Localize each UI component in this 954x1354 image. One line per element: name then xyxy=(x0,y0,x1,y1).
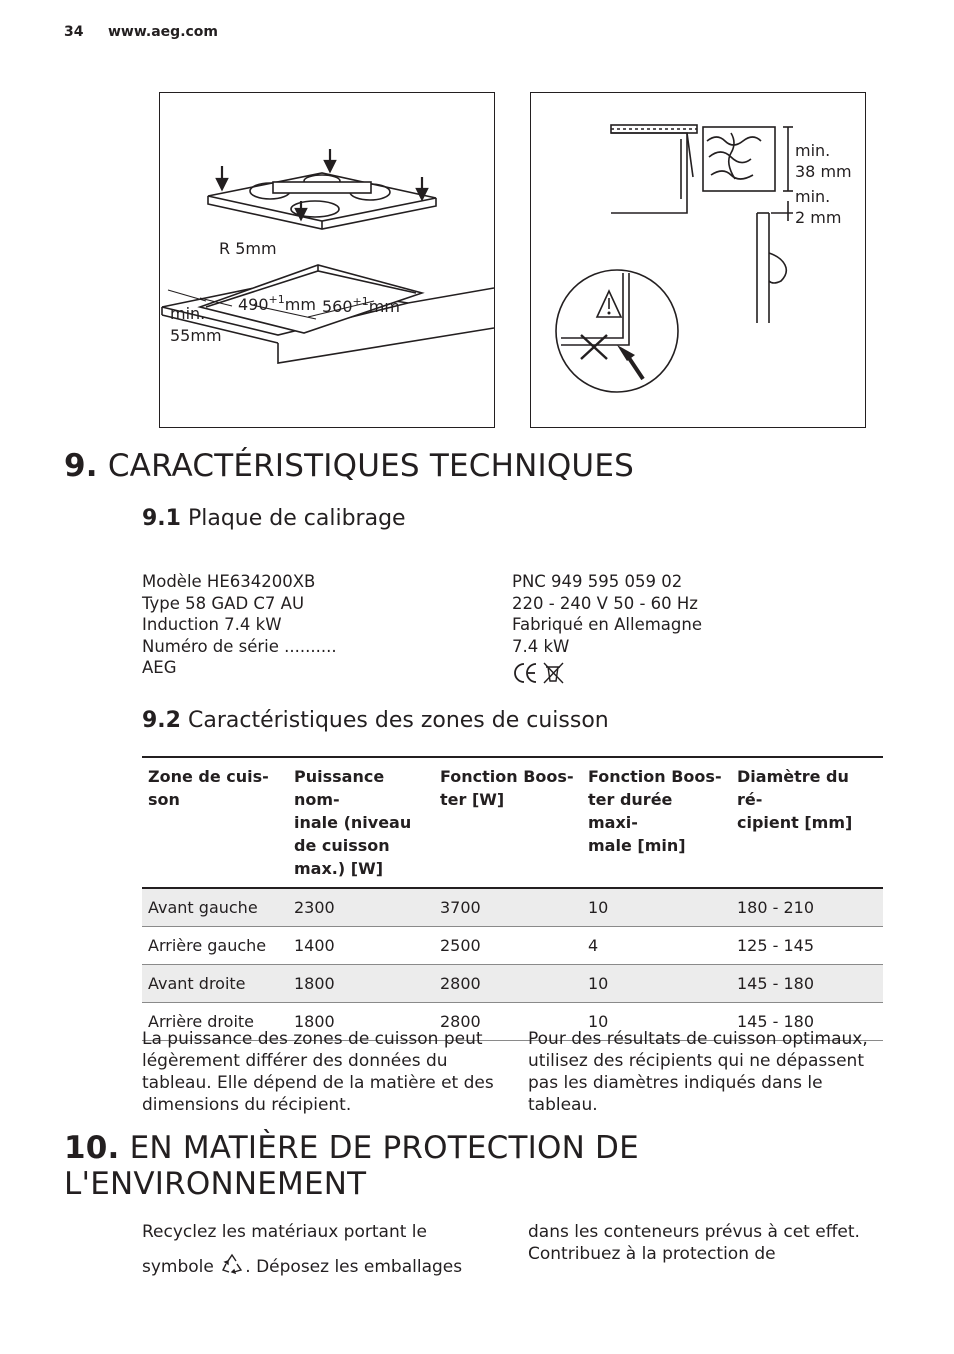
cell-zone: Avant gauche xyxy=(142,888,288,927)
table-row xyxy=(142,965,883,1003)
cell-power: 1800 xyxy=(288,965,434,1003)
header-booster: Fonction Boos- ter [W] xyxy=(434,757,582,888)
min-bottom-value: 2 mm xyxy=(795,208,842,227)
header-zone: Zone de cuis- son xyxy=(142,757,288,888)
cell-power: 1800 xyxy=(288,1003,434,1041)
cell-duration: 10 xyxy=(582,888,731,927)
plate-origin: Fabriqué en Allemagne xyxy=(512,615,702,635)
section-9-1-heading: 9.1 Plaque de calibrage xyxy=(142,506,406,531)
radius-label: R 5mm xyxy=(219,239,277,258)
rating-plate-right xyxy=(512,571,702,657)
cell-diameter: 125 - 145 xyxy=(731,927,883,965)
plate-serial: Numéro de série .......... xyxy=(142,636,337,656)
recycle-icon xyxy=(219,1252,245,1276)
table-header-row xyxy=(142,757,883,888)
note-right: Pour des résultats de cuisson optimaux, utilisez des récipients qui ne dépassent pas les diamètres indiqués dans le tableau. xyxy=(528,1029,868,1115)
depth-label: $490^{+1}mm$ xyxy=(238,293,316,314)
cell-booster: 2800 xyxy=(434,965,582,1003)
plate-power: 7.4 kW xyxy=(512,636,570,656)
cell-diameter: 145 - 180 xyxy=(731,1003,883,1041)
cell-booster: 2800 xyxy=(434,1003,582,1041)
cell-booster: 3700 xyxy=(434,888,582,927)
cell-diameter: 180 - 210 xyxy=(731,888,883,927)
min-label: min. xyxy=(170,304,206,323)
section-9-2-heading: 9.2 Caractéristiques des zones de cuisson xyxy=(142,708,609,733)
cell-power: 1400 xyxy=(288,927,434,965)
cell-duration: 10 xyxy=(582,965,731,1003)
section-9-heading: 9. CARACTÉRISTIQUES TECHNIQUES xyxy=(64,448,634,484)
header-power: Puissance nom- inale (niveau de cuisson max.) [W] xyxy=(288,757,434,888)
website-url: www.aeg.com xyxy=(108,24,219,40)
cell-duration: 10 xyxy=(582,1003,731,1041)
ce-weee-icon xyxy=(512,661,566,685)
section-10-heading: 10. EN MATIÈRE DE PROTECTION DE L'ENVIRONNEMENT xyxy=(64,1130,639,1202)
cell-zone: Avant droite xyxy=(142,965,288,1003)
clearance-drawing xyxy=(531,93,865,427)
hob-cutout-drawing xyxy=(160,93,494,427)
cell-booster: 2500 xyxy=(434,927,582,965)
hob-cutout-figure xyxy=(159,92,495,428)
header-diameter: Diamètre du ré- cipient [mm] xyxy=(731,757,883,888)
cell-duration: 4 xyxy=(582,927,731,965)
plate-voltage: 220 - 240 V 50 - 60 Hz xyxy=(512,593,698,613)
cell-zone: Arrière gauche xyxy=(142,927,288,965)
cell-zone: Arrière droite xyxy=(142,1003,288,1041)
min-value-label: 55mm xyxy=(170,326,222,345)
table-row xyxy=(142,927,883,965)
cooking-zones-table xyxy=(142,756,883,1041)
plate-brand: AEG xyxy=(142,658,177,678)
cell-power: 2300 xyxy=(288,888,434,927)
plate-model: Modèle HE634200XB xyxy=(142,572,316,591)
plate-pnc: PNC 949 595 059 02 xyxy=(512,572,683,591)
recycle-text-left: Recyclez les matériaux portant le symbole . Déposez les emballages xyxy=(142,1222,463,1277)
plate-type: Type 58 GAD C7 AU xyxy=(142,593,305,613)
header-booster-duration: Fonction Boos- ter durée maxi- male [min] xyxy=(582,757,731,888)
min-top-value: 38 mm xyxy=(795,162,852,181)
plate-induction: Induction 7.4 kW xyxy=(142,615,282,635)
recycle-text-right: dans les conteneurs prévus à cet effet. Contribuez à la protection de xyxy=(528,1222,860,1264)
cell-diameter: 145 - 180 xyxy=(731,965,883,1003)
clearance-figure xyxy=(530,92,866,428)
page-number: 34 xyxy=(64,24,84,40)
min-bottom-label: min. xyxy=(795,187,831,206)
min-top-label: min. xyxy=(795,141,831,160)
rating-plate-left xyxy=(142,571,337,679)
note-left: La puissance des zones de cuisson peut légèrement différer des données du tableau. Elle dépend de la matière et des dimensions du récipient. xyxy=(142,1029,494,1115)
table-row xyxy=(142,888,883,927)
width-label: $560^{+1}mm$ xyxy=(322,295,400,316)
